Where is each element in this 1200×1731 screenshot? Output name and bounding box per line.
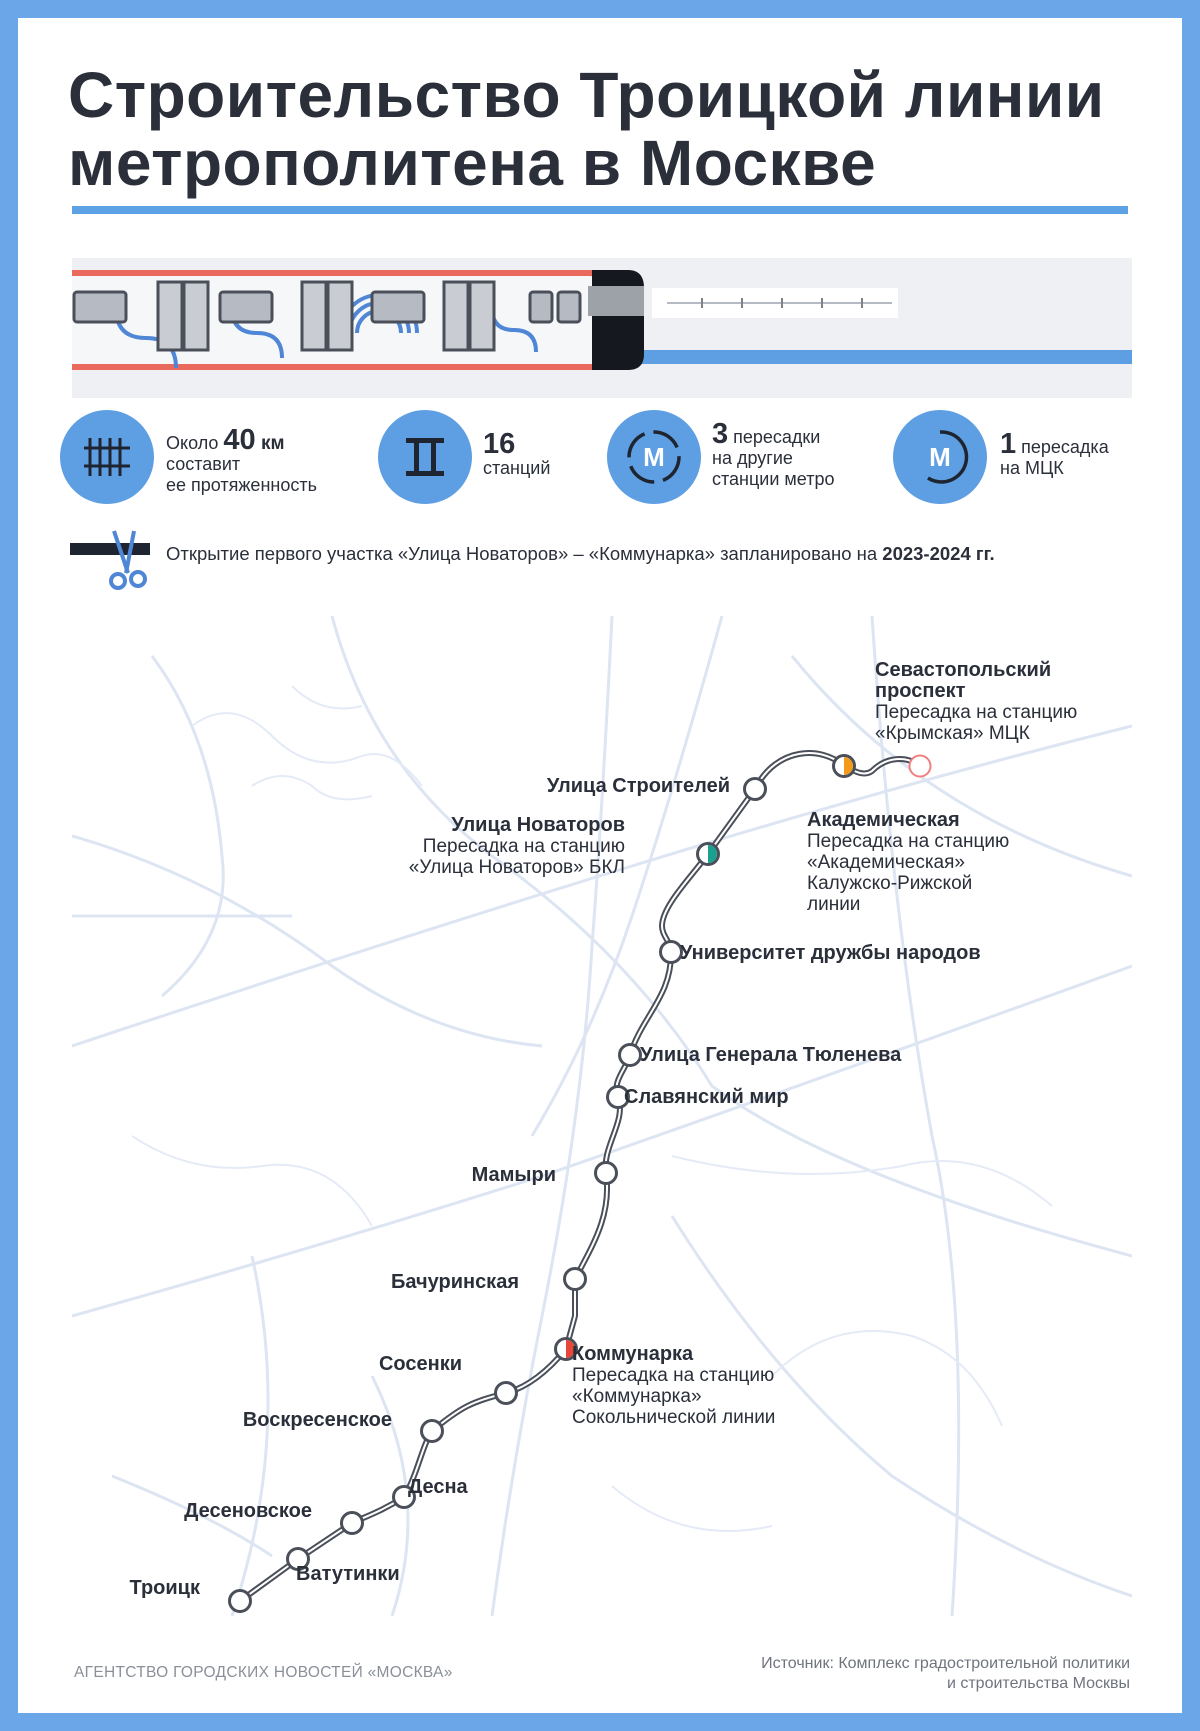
station-name-line2: проспект <box>875 680 966 702</box>
station-label-desna <box>408 1477 468 1498</box>
station-label-rudn <box>680 943 981 964</box>
page-title-line-2: метрополитена в Москве <box>68 127 877 199</box>
station-label-ulitsa-novatorov <box>409 815 625 878</box>
stat-metro-transfers-line2: на другие <box>712 448 793 468</box>
station-marker <box>661 942 682 963</box>
station-marker <box>422 1421 443 1442</box>
source-credit <box>761 1654 1130 1694</box>
station-label-vatutinki <box>296 1564 400 1585</box>
opening-text: Открытие первого участка «Улица Новаторов» – «Коммунарка» запланировано на <box>166 543 883 564</box>
station-label-troitsk <box>130 1578 201 1599</box>
source-line-1: Источник: Комплекс градостроительной политики <box>761 1655 1130 1672</box>
station-note: «Крымская» МЦК <box>875 723 1030 744</box>
station-name: Улица Новаторов <box>451 814 625 836</box>
page-title-line-1: Строительство Троицкой линии <box>68 59 1105 131</box>
station-label-ulitsa-stroiteley <box>547 776 730 797</box>
station-marker <box>834 756 855 777</box>
stat-mck-transfers-unit: пересадка <box>1016 437 1109 457</box>
station-name: Ватутинки <box>296 1563 400 1585</box>
station-note: Пересадка на станцию <box>572 1365 775 1386</box>
mck-icon <box>893 410 987 504</box>
opening-period: 2023-2024 гг. <box>882 543 995 564</box>
station-label-akademicheskaya <box>807 810 1009 915</box>
station-name: Улица Генерала Тюленева <box>640 1044 902 1066</box>
stat-stations-value: 16 <box>483 428 516 460</box>
station-note: Пересадка на станцию <box>875 702 1078 723</box>
station-name: Бачуринская <box>391 1271 519 1293</box>
station-marker <box>565 1269 586 1290</box>
source-line-2: и строительства Москвы <box>946 1675 1130 1692</box>
station-note: Калужско-Рижской <box>807 873 973 894</box>
train-illustration <box>72 258 1132 398</box>
stat-metro-transfers-unit: пересадки <box>728 427 821 447</box>
station-note: «Академическая» <box>807 852 965 873</box>
station-note: Сокольнической линии <box>572 1407 776 1428</box>
metro-map <box>72 616 1132 1616</box>
stat-length-line2: составит <box>166 454 241 474</box>
station-label-kommunarka <box>572 1344 775 1428</box>
stat-length-value: 40 <box>223 424 256 456</box>
station-label-sevastopolsky <box>875 660 1077 744</box>
station-icon <box>378 410 472 504</box>
svg-text:М: М <box>929 442 951 472</box>
rails-icon <box>60 410 154 504</box>
station-marker <box>342 1513 363 1534</box>
stat-length-pre: Около <box>166 433 224 453</box>
title-divider <box>72 206 1128 214</box>
station-label-mamyri <box>472 1165 556 1186</box>
station-label-slavyansky-mir <box>624 1087 789 1108</box>
metro-transfer-icon <box>607 410 701 504</box>
station-note: «Коммунарка» <box>572 1386 702 1407</box>
station-marker <box>230 1591 251 1612</box>
agency-credit: АГЕНТСТВО ГОРОДСКИХ НОВОСТЕЙ «МОСКВА» <box>74 1664 453 1681</box>
stat-metro-transfers-value: 3 <box>712 418 729 450</box>
station-marker <box>745 779 766 800</box>
stat-length-line3: ее протяженность <box>166 475 317 495</box>
station-note: Пересадка на станцию <box>807 831 1010 852</box>
stat-mck-transfers-value: 1 <box>1000 428 1017 460</box>
station-marker <box>698 844 719 865</box>
station-marker <box>620 1045 641 1066</box>
station-label-tyuleneva <box>640 1045 901 1066</box>
ribbon-scissors-icon <box>70 529 162 599</box>
station-label-desenovskoe <box>184 1501 312 1522</box>
station-name: Университет дружбы народов <box>680 942 981 964</box>
station-note: «Улица Новаторов» БКЛ <box>408 857 625 878</box>
infographic-card <box>18 18 1182 1713</box>
station-name: Сосенки <box>378 1353 462 1375</box>
svg-text:М: М <box>643 442 665 472</box>
station-name: Воскресенское <box>242 1409 392 1431</box>
station-label-voskresenskoe <box>243 1410 392 1431</box>
station-name: Коммунарка <box>572 1343 694 1365</box>
station-label-bachurinskaya <box>391 1272 519 1293</box>
station-name: Академическая <box>807 809 960 831</box>
station-name: Десеновское <box>184 1500 312 1522</box>
station-label-sosenki <box>379 1354 462 1375</box>
station-name: Десна <box>408 1476 468 1498</box>
station-name: Троицк <box>129 1577 200 1599</box>
station-marker <box>910 756 931 777</box>
station-marker <box>496 1383 517 1404</box>
station-note: Пересадка на станцию <box>422 836 625 857</box>
stat-stations-label: станций <box>483 458 551 478</box>
stat-metro-transfers-line3: станции метро <box>712 469 835 489</box>
station-marker <box>596 1163 617 1184</box>
station-name: Улица Строителей <box>546 775 730 797</box>
station-note: линии <box>807 894 861 915</box>
station-name: Севастопольский <box>875 659 1052 681</box>
stat-mck-transfers-line2: на МЦК <box>1000 458 1064 478</box>
stat-length-unit: км <box>255 433 285 454</box>
station-name: Мамыри <box>471 1164 556 1186</box>
station-name: Славянский мир <box>624 1086 789 1108</box>
